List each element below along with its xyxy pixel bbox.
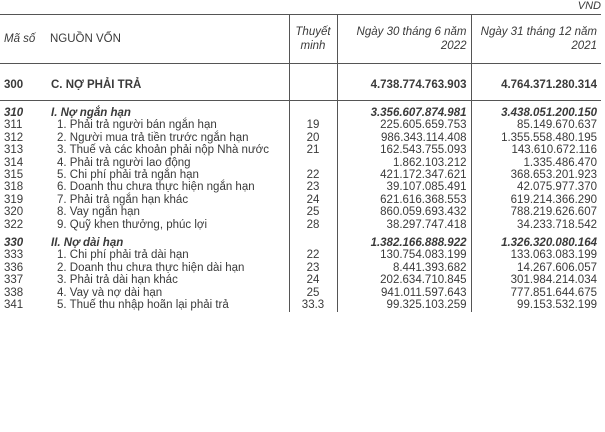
subtotal-value-1: 3.356.607.874.981 <box>337 107 471 119</box>
row-value-2: 42.075.977.370 <box>471 181 601 193</box>
row-value-2: 99.153.532.199 <box>471 299 601 311</box>
section-value-2: 4.764.371.280.314 <box>471 70 601 101</box>
row-code: 314 <box>4 156 24 169</box>
row-value-1: 202.634.710.845 <box>337 274 471 286</box>
currency-unit: VND <box>577 0 601 12</box>
row-note: 22 <box>289 249 337 261</box>
row-code: 311 <box>4 119 23 132</box>
row-value-2: 619.214.366.290 <box>471 194 601 206</box>
header-source: NGUỒN VỐN <box>47 15 289 64</box>
section-row <box>0 70 601 101</box>
row-note: 25 <box>289 206 337 218</box>
header-code: Mã số <box>0 15 47 64</box>
row-label: 4. Vay và nợ dài hạn <box>57 286 163 299</box>
row-label: 2. Doanh thu chưa thực hiện dài hạn <box>57 261 245 274</box>
table-row <box>0 194 601 206</box>
row-value-1: 986.343.114.408 <box>337 132 471 144</box>
subtotal-note <box>289 237 337 249</box>
subtotal-row <box>0 237 601 249</box>
header-row <box>0 15 601 64</box>
header-period-2: Ngày 31 tháng 12 năm 2021 <box>471 15 601 64</box>
row-note: 20 <box>289 132 337 144</box>
row-label: 6. Doanh thu chưa thực hiện ngắn hạn <box>57 181 255 194</box>
subtotal-code: 310 <box>4 107 24 119</box>
row-note: 33.3 <box>289 299 337 311</box>
subtotal-label: II. Nợ dài hạn <box>51 237 124 250</box>
table-row <box>0 274 601 286</box>
table-row <box>0 119 601 131</box>
row-value-1: 225.605.659.753 <box>337 119 471 131</box>
header-period-1: Ngày 30 tháng 6 năm 2022 <box>337 15 471 64</box>
row-value-1: 130.754.083.199 <box>337 249 471 261</box>
row-code: 338 <box>4 286 24 299</box>
row-label: 3. Thuế và các khoản phải nộp Nhà nước <box>57 144 269 157</box>
row-label: 8. Vay ngắn hạn <box>57 206 140 219</box>
row-code: 341 <box>4 299 24 312</box>
row-note: 28 <box>289 219 337 231</box>
table-row <box>0 132 601 144</box>
row-code: 336 <box>4 261 24 274</box>
row-label: 1. Phải trả người bán ngắn hạn <box>57 119 217 132</box>
row-value-2: 788.219.626.607 <box>471 206 601 218</box>
row-label: 9. Quỹ khen thưởng, phúc lợi <box>57 218 207 231</box>
row-label: 5. Chi phí phải trả ngắn hạn <box>57 169 199 182</box>
row-code: 333 <box>4 249 24 262</box>
row-label: 7. Phải trả ngắn hạn khác <box>57 193 189 206</box>
row-label: 4. Phải trả người lao động <box>57 156 191 169</box>
table-row <box>0 181 601 193</box>
row-code: 320 <box>4 206 24 219</box>
table-row <box>0 169 601 181</box>
section-value-1: 4.738.774.763.903 <box>337 70 471 101</box>
row-value-2: 368.653.201.923 <box>471 169 601 181</box>
row-value-1: 162.543.755.093 <box>337 144 471 156</box>
row-value-1: 860.059.693.432 <box>337 206 471 218</box>
row-code: 318 <box>4 181 24 194</box>
row-value-2: 14.267.606.057 <box>471 262 601 274</box>
row-value-1: 8.441.393.682 <box>337 262 471 274</box>
table-row <box>0 219 601 231</box>
table-row <box>0 262 601 274</box>
row-code: 337 <box>4 274 24 287</box>
row-note: 23 <box>289 181 337 193</box>
row-note: 23 <box>289 262 337 274</box>
row-note: 19 <box>289 119 337 131</box>
subtotal-value-2: 1.326.320.080.164 <box>471 237 601 249</box>
table-row <box>0 287 601 299</box>
row-note: 21 <box>289 144 337 156</box>
balance-sheet-table <box>0 14 601 312</box>
row-note: 25 <box>289 287 337 299</box>
row-value-1: 621.616.368.553 <box>337 194 471 206</box>
row-value-1: 1.862.103.212 <box>337 157 471 169</box>
subtotal-row <box>0 107 601 119</box>
section-label: C. NỢ PHẢI TRẢ <box>47 70 289 101</box>
subtotal-note <box>289 107 337 119</box>
row-value-1: 39.107.085.491 <box>337 181 471 193</box>
row-value-2: 85.149.670.637 <box>471 119 601 131</box>
row-value-2: 143.610.672.116 <box>471 144 601 156</box>
section-code: 300 <box>0 70 47 101</box>
table-row <box>0 206 601 218</box>
header-note: Thuyết minh <box>289 15 337 64</box>
subtotal-value-1: 1.382.166.888.922 <box>337 237 471 249</box>
row-note <box>289 157 337 169</box>
row-value-2: 301.984.214.034 <box>471 274 601 286</box>
table-row <box>0 299 601 311</box>
row-value-2: 1.355.558.480.195 <box>471 132 601 144</box>
row-value-1: 421.172.347.621 <box>337 169 471 181</box>
row-value-2: 1.335.486.470 <box>471 157 601 169</box>
row-label: 3. Phải trả dài hạn khác <box>57 274 178 287</box>
row-value-1: 99.325.103.259 <box>337 299 471 311</box>
row-label: 2. Người mua trả tiền trước ngắn hạn <box>57 131 249 144</box>
row-value-2: 34.233.718.542 <box>471 219 601 231</box>
table-row <box>0 157 601 169</box>
row-note: 24 <box>289 194 337 206</box>
row-label: 1. Chi phí phải trả dài hạn <box>57 249 189 262</box>
row-value-2: 133.063.083.199 <box>471 249 601 261</box>
row-value-2: 777.851.644.675 <box>471 287 601 299</box>
row-label: 5. Thuế thu nhập hoãn lại phải trả <box>57 299 229 312</box>
subtotal-value-2: 3.438.051.200.150 <box>471 107 601 119</box>
row-code: 315 <box>4 169 24 182</box>
row-code: 322 <box>4 218 24 231</box>
row-code: 319 <box>4 193 24 206</box>
row-code: 313 <box>4 144 24 157</box>
table-row <box>0 249 601 261</box>
row-code: 312 <box>4 131 24 144</box>
subtotal-label: I. Nợ ngắn hạn <box>51 107 131 119</box>
row-value-1: 941.011.597.643 <box>337 287 471 299</box>
row-note: 22 <box>289 169 337 181</box>
table-row <box>0 144 601 156</box>
subtotal-code: 330 <box>4 237 24 250</box>
row-note: 24 <box>289 274 337 286</box>
row-value-1: 38.297.747.418 <box>337 219 471 231</box>
